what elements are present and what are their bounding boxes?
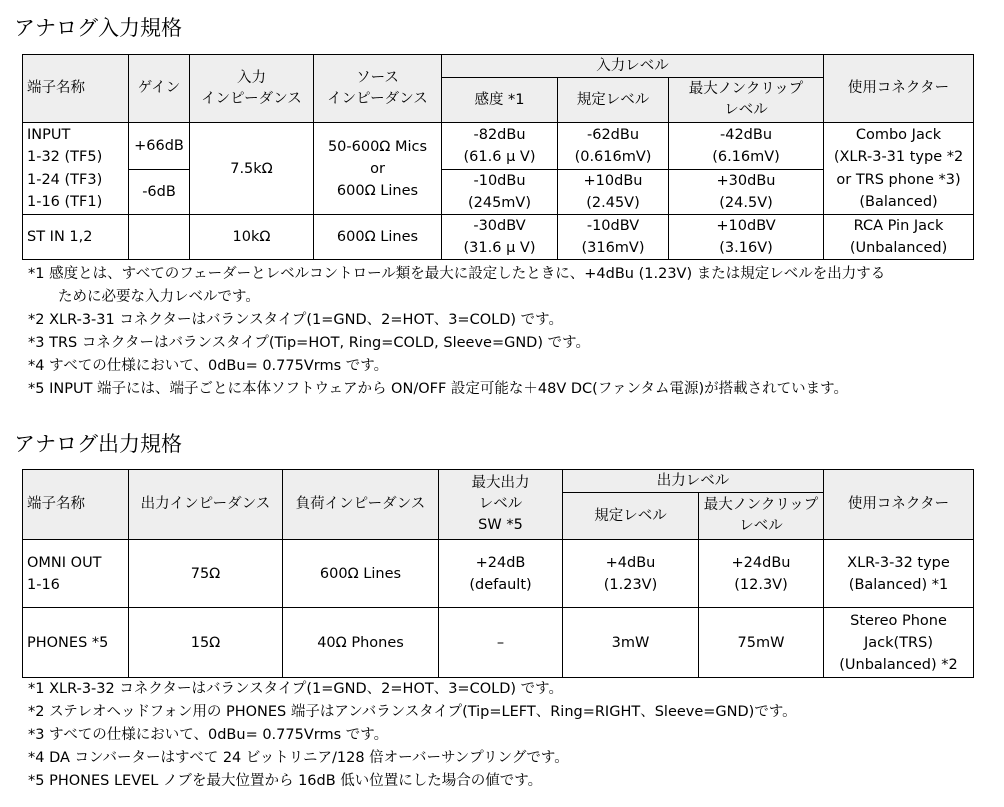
header-max-nonclip-level: 最大ノンクリップ レベル <box>669 78 824 123</box>
source-impedance-cell: 50-600Ω Mics or 600Ω Lines <box>314 123 442 215</box>
stin-connector-cell: RCA Pin Jack (Unbalanced) <box>824 215 974 260</box>
max-low-cell: +30dBu (24.5V) <box>669 170 824 215</box>
note-item: *4 すべての仕様において、0dBu= 0.775Vrms です。 <box>28 358 389 374</box>
omni-max-output-cell: +24dB (default) <box>439 540 563 608</box>
input-section-title: アナログ入力規格 <box>14 16 182 40</box>
stin-terminal-cell: ST IN 1,2 <box>23 215 129 260</box>
phones-nominal-cell: 3mW <box>563 608 699 678</box>
note-item: *2 ステレオヘッドフォン用の PHONES 端子はアンバランスタイプ(Tip=LEFT、Ring=RIGHT、Sleeve=GND)です。 <box>28 704 797 720</box>
note-item: ために必要な入力レベルです。 <box>58 289 260 305</box>
output-spec-table <box>22 469 974 678</box>
note-item: *5 PHONES LEVEL ノブを最大位置から 16dB 低い位置にした場合の値です。 <box>28 773 543 789</box>
header-connector: 使用コネクター <box>824 55 974 123</box>
omni-nominal-cell: +4dBu (1.23V) <box>563 540 699 608</box>
note-item: *5 INPUT 端子には、端子ごとに本体ソフトウェアから ON/OFF 設定可能な＋48V DC(ファンタム電源)が搭載されています。 <box>28 381 848 397</box>
header-connector: 使用コネクター <box>824 470 974 540</box>
stin-source-cell: 600Ω Lines <box>314 215 442 260</box>
table-row <box>23 608 974 678</box>
note-item: *2 XLR-3-31 コネクターはバランスタイプ(1=GND、2=HOT、3=COLD) です。 <box>28 312 563 328</box>
header-gain: ゲイン <box>129 55 190 123</box>
header-input-level: 入力レベル <box>442 55 824 78</box>
omni-max-cell: +24dBu (12.3V) <box>699 540 824 608</box>
note-item: *3 すべての仕様において、0dBu= 0.775Vrms です。 <box>28 727 389 743</box>
note-item: *3 TRS コネクターはバランスタイプ(Tip=HOT, Ring=COLD, Sleeve=GND) です。 <box>28 335 590 351</box>
table-row <box>23 215 974 260</box>
header-source-impedance: ソース インピーダンス <box>314 55 442 123</box>
stin-max-cell: +10dBV (3.16V) <box>669 215 824 260</box>
header-max-output-level: 最大出力 レベル SW *5 <box>439 470 563 540</box>
nominal-low-cell: +10dBu (2.45V) <box>558 170 669 215</box>
omni-connector-cell: XLR-3-32 type (Balanced) *1 <box>824 540 974 608</box>
table-row <box>23 123 974 170</box>
phones-connector-cell: Stereo Phone Jack(TRS) (Unbalanced) *2 <box>824 608 974 678</box>
nominal-high-cell: -62dBu (0.616mV) <box>558 123 669 170</box>
phones-output-impedance-cell: 15Ω <box>129 608 283 678</box>
table-row <box>23 540 974 608</box>
phones-load-cell: 40Ω Phones <box>283 608 439 678</box>
header-input-impedance: 入力 インピーダンス <box>190 55 314 123</box>
input-notes <box>28 263 885 401</box>
sensitivity-high-cell: -82dBu (61.6 μ V) <box>442 123 558 170</box>
output-section-title: アナログ出力規格 <box>14 432 182 456</box>
input-spec-table <box>22 54 974 260</box>
header-terminal-name: 端子名称 <box>23 470 129 540</box>
output-notes <box>28 678 797 793</box>
phones-max-output-cell: – <box>439 608 563 678</box>
stin-sensitivity-cell: -30dBV (31.6 μ V) <box>442 215 558 260</box>
header-sensitivity: 感度 *1 <box>442 78 558 123</box>
gain-high-cell: +66dB <box>129 123 190 170</box>
note-item: *4 DA コンバーターはすべて 24 ビットリニア/128 倍オーバーサンプリングです。 <box>28 750 569 766</box>
sensitivity-low-cell: -10dBu (245mV) <box>442 170 558 215</box>
omni-output-impedance-cell: 75Ω <box>129 540 283 608</box>
gain-low-cell: -6dB <box>129 170 190 215</box>
max-high-cell: -42dBu (6.16mV) <box>669 123 824 170</box>
phones-max-cell: 75mW <box>699 608 824 678</box>
note-item: *1 XLR-3-32 コネクターはバランスタイプ(1=GND、2=HOT、3=COLD) です。 <box>28 681 563 697</box>
input-terminal-cell: INPUT 1-32 (TF5) 1-24 (TF3) 1-16 (TF1) <box>23 123 129 215</box>
input-connector-cell: Combo Jack (XLR-3-31 type *2 or TRS phone *3) (Balanced) <box>824 123 974 215</box>
stin-nominal-cell: -10dBV (316mV) <box>558 215 669 260</box>
phones-terminal-cell: PHONES *5 <box>23 608 129 678</box>
input-impedance-cell: 7.5kΩ <box>190 123 314 215</box>
omni-terminal-cell: OMNI OUT 1-16 <box>23 540 129 608</box>
header-output-level: 出力レベル <box>563 470 824 493</box>
header-nominal-level: 規定レベル <box>563 493 699 540</box>
omni-load-cell: 600Ω Lines <box>283 540 439 608</box>
header-nominal-level: 規定レベル <box>558 78 669 123</box>
header-terminal-name: 端子名称 <box>23 55 129 123</box>
note-item: *1 感度とは、すべてのフェーダーとレベルコントロール類を最大に設定したときに、+4dBu (1.23V) または規定レベルを出力する <box>28 266 886 282</box>
stin-impedance-cell: 10kΩ <box>190 215 314 260</box>
header-load-impedance: 負荷インピーダンス <box>283 470 439 540</box>
header-output-impedance: 出力インピーダンス <box>129 470 283 540</box>
header-max-nonclip-level: 最大ノンクリップ レベル <box>699 493 824 540</box>
stin-gain-cell <box>129 215 190 260</box>
